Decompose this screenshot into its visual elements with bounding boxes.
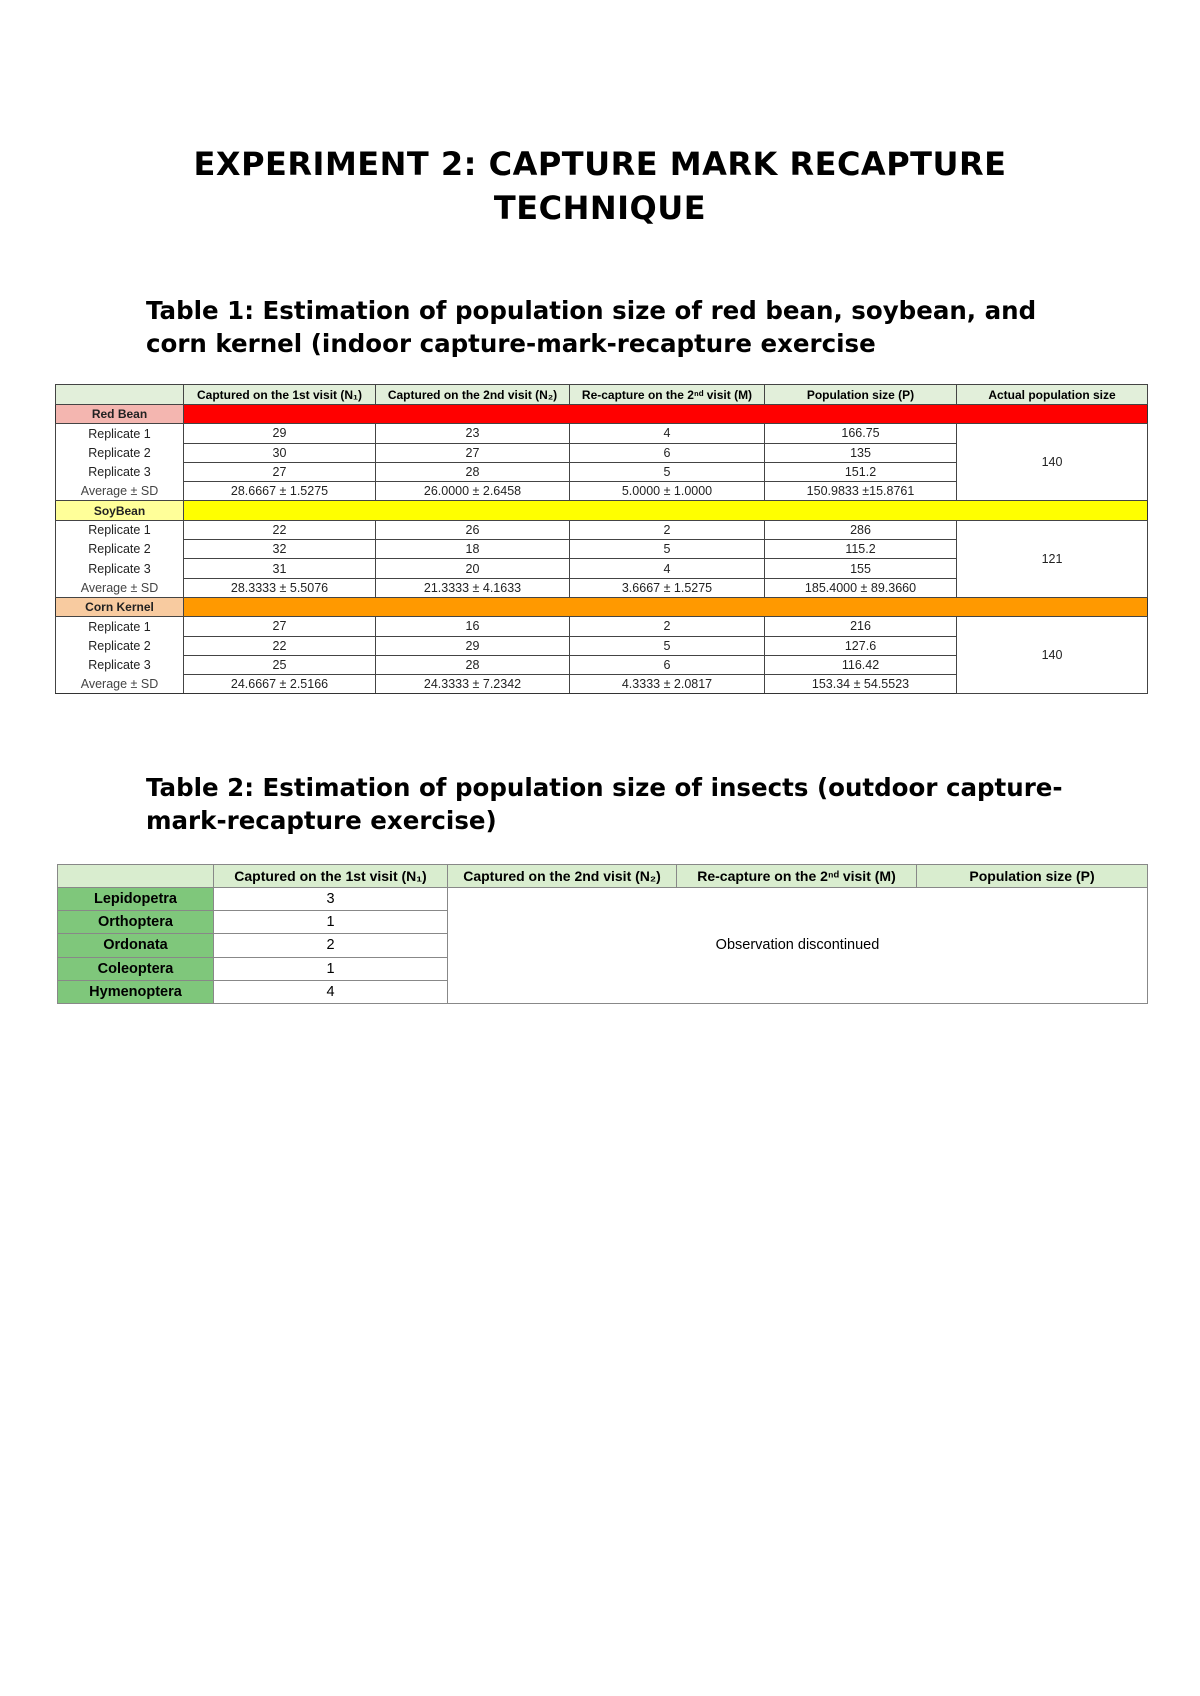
table1-row-label: Replicate 1 — [56, 424, 184, 443]
table1-cell-p: 153.34 ± 54.5523 — [765, 675, 957, 694]
table1-cell-m: 4.3333 ± 2.0817 — [570, 675, 765, 694]
table1 — [55, 384, 1148, 694]
table1-header-blank — [56, 385, 184, 405]
table1-cell-m: 6 — [570, 655, 765, 674]
table1-row-label: Replicate 2 — [56, 540, 184, 559]
table1-cell-p: 115.2 — [765, 540, 957, 559]
table2-insect-order: Orthoptera — [58, 911, 214, 934]
table2-insect-order: Coleoptera — [58, 957, 214, 980]
table1-cell-m: 3.6667 ± 1.5275 — [570, 578, 765, 597]
table2-header-m: Re-capture on the 2ⁿᵈ visit (M) — [677, 865, 917, 888]
table1-cell-n1: 27 — [184, 617, 376, 636]
table1-row-label: Replicate 2 — [56, 443, 184, 462]
table1-actual-population: 140 — [957, 424, 1148, 501]
table1-cell-m: 2 — [570, 520, 765, 539]
table2-insect-order: Ordonata — [58, 934, 214, 957]
table1-header-n1: Captured on the 1st visit (N₁) — [184, 385, 376, 405]
table1-cell-n2: 16 — [376, 617, 570, 636]
table2-caption: Table 2: Estimation of population size of insects (outdoor capture-mark-recapture exercise) — [146, 773, 1063, 835]
table1-header-row — [56, 385, 1148, 405]
table1-actual-population: 140 — [957, 617, 1148, 694]
table1-cell-m: 5 — [570, 462, 765, 481]
table1-cell-n1: 32 — [184, 540, 376, 559]
table1-group-color-bar — [184, 501, 1148, 520]
table2-insect-order: Lepidopetra — [58, 888, 214, 911]
table1-row-label: Replicate 3 — [56, 559, 184, 578]
table1-row-label: Replicate 3 — [56, 462, 184, 481]
table1-cell-n2: 18 — [376, 540, 570, 559]
table1-group-label: Red Bean — [56, 405, 184, 424]
table1-header-n2: Captured on the 2nd visit (N₂) — [376, 385, 570, 405]
table1-group-color-bar — [184, 405, 1148, 424]
table1-cell-n2: 24.3333 ± 7.2342 — [376, 675, 570, 694]
table1-cell-n2: 20 — [376, 559, 570, 578]
table1-group-color-bar — [184, 597, 1148, 616]
table1-cell-n1: 27 — [184, 462, 376, 481]
table2-cell-n1: 1 — [214, 911, 448, 934]
table1-cell-m: 4 — [570, 424, 765, 443]
table1-cell-p: 127.6 — [765, 636, 957, 655]
table1-cell-m: 5.0000 ± 1.0000 — [570, 482, 765, 501]
table1-cell-p: 135 — [765, 443, 957, 462]
table1-cell-n2: 29 — [376, 636, 570, 655]
table1-cell-n1: 31 — [184, 559, 376, 578]
table2-header-n1: Captured on the 1st visit (N₁) — [214, 865, 448, 888]
table1-header-actual: Actual population size — [957, 385, 1148, 405]
table2-cell-n1: 4 — [214, 980, 448, 1003]
table1-cell-p: 151.2 — [765, 462, 957, 481]
table1-cell-p: 116.42 — [765, 655, 957, 674]
title-line-1: EXPERIMENT 2: CAPTURE MARK RECAPTURE — [193, 145, 1007, 183]
table1-group-row — [56, 501, 1148, 520]
table1-group-row — [56, 405, 1148, 424]
table1-group-label: SoyBean — [56, 501, 184, 520]
table2-row — [58, 888, 1148, 911]
table1-row-label: Replicate 2 — [56, 636, 184, 655]
table1-row-label: Average ± SD — [56, 482, 184, 501]
table2-cell-n1: 3 — [214, 888, 448, 911]
table1-cell-n2: 26.0000 ± 2.6458 — [376, 482, 570, 501]
table2-insect-order: Hymenoptera — [58, 980, 214, 1003]
table2-cell-n1: 2 — [214, 934, 448, 957]
table2-header-row — [58, 865, 1148, 888]
table1-header-m: Re-capture on the 2ⁿᵈ visit (M) — [570, 385, 765, 405]
table1-caption: Table 1: Estimation of population size of red bean, soybean, and corn kernel (indoor capture-mark-recapture exercise — [146, 296, 1037, 358]
table1-cell-n1: 22 — [184, 520, 376, 539]
table2-header-n2: Captured on the 2nd visit (N₂) — [448, 865, 677, 888]
table1-cell-m: 6 — [570, 443, 765, 462]
table1-cell-m: 5 — [570, 540, 765, 559]
table1-cell-n1: 30 — [184, 443, 376, 462]
table1-cell-n1: 28.3333 ± 5.5076 — [184, 578, 376, 597]
table1-cell-n1: 24.6667 ± 2.5166 — [184, 675, 376, 694]
table1-replicate-row — [56, 617, 1148, 636]
table1-row-label: Replicate 1 — [56, 520, 184, 539]
table1-replicate-row — [56, 520, 1148, 539]
table1-cell-n2: 26 — [376, 520, 570, 539]
table1-cell-n2: 28 — [376, 655, 570, 674]
table1-group-label: Corn Kernel — [56, 597, 184, 616]
table2-cell-n1: 1 — [214, 957, 448, 980]
title-line-2: TECHNIQUE — [493, 189, 707, 227]
table2-body — [58, 888, 1148, 1004]
table1-cell-n2: 21.3333 ± 4.1633 — [376, 578, 570, 597]
table1-body — [56, 405, 1148, 694]
table1-cell-n1: 29 — [184, 424, 376, 443]
table1-cell-n1: 22 — [184, 636, 376, 655]
table2-observation-note: Observation discontinued — [448, 888, 1148, 1004]
table1-row-label: Replicate 3 — [56, 655, 184, 674]
table1-cell-p: 286 — [765, 520, 957, 539]
table1-group-row — [56, 597, 1148, 616]
table1-cell-n2: 27 — [376, 443, 570, 462]
table2 — [57, 864, 1148, 1004]
page-title — [100, 142, 1100, 230]
table1-header-p: Population size (P) — [765, 385, 957, 405]
table1-replicate-row — [56, 424, 1148, 443]
table2-header-blank — [58, 865, 214, 888]
table1-cell-m: 5 — [570, 636, 765, 655]
table1-row-label: Average ± SD — [56, 578, 184, 597]
table1-actual-population: 121 — [957, 520, 1148, 597]
table1-cell-p: 216 — [765, 617, 957, 636]
table2-header-p: Population size (P) — [917, 865, 1148, 888]
table1-cell-p: 150.9833 ±15.8761 — [765, 482, 957, 501]
table1-cell-p: 166.75 — [765, 424, 957, 443]
table1-cell-p: 155 — [765, 559, 957, 578]
table1-cell-n1: 28.6667 ± 1.5275 — [184, 482, 376, 501]
table1-row-label: Average ± SD — [56, 675, 184, 694]
table1-cell-n2: 23 — [376, 424, 570, 443]
table1-cell-n1: 25 — [184, 655, 376, 674]
table1-cell-m: 2 — [570, 617, 765, 636]
table1-cell-p: 185.4000 ± 89.3660 — [765, 578, 957, 597]
table1-cell-n2: 28 — [376, 462, 570, 481]
table1-cell-m: 4 — [570, 559, 765, 578]
table1-row-label: Replicate 1 — [56, 617, 184, 636]
